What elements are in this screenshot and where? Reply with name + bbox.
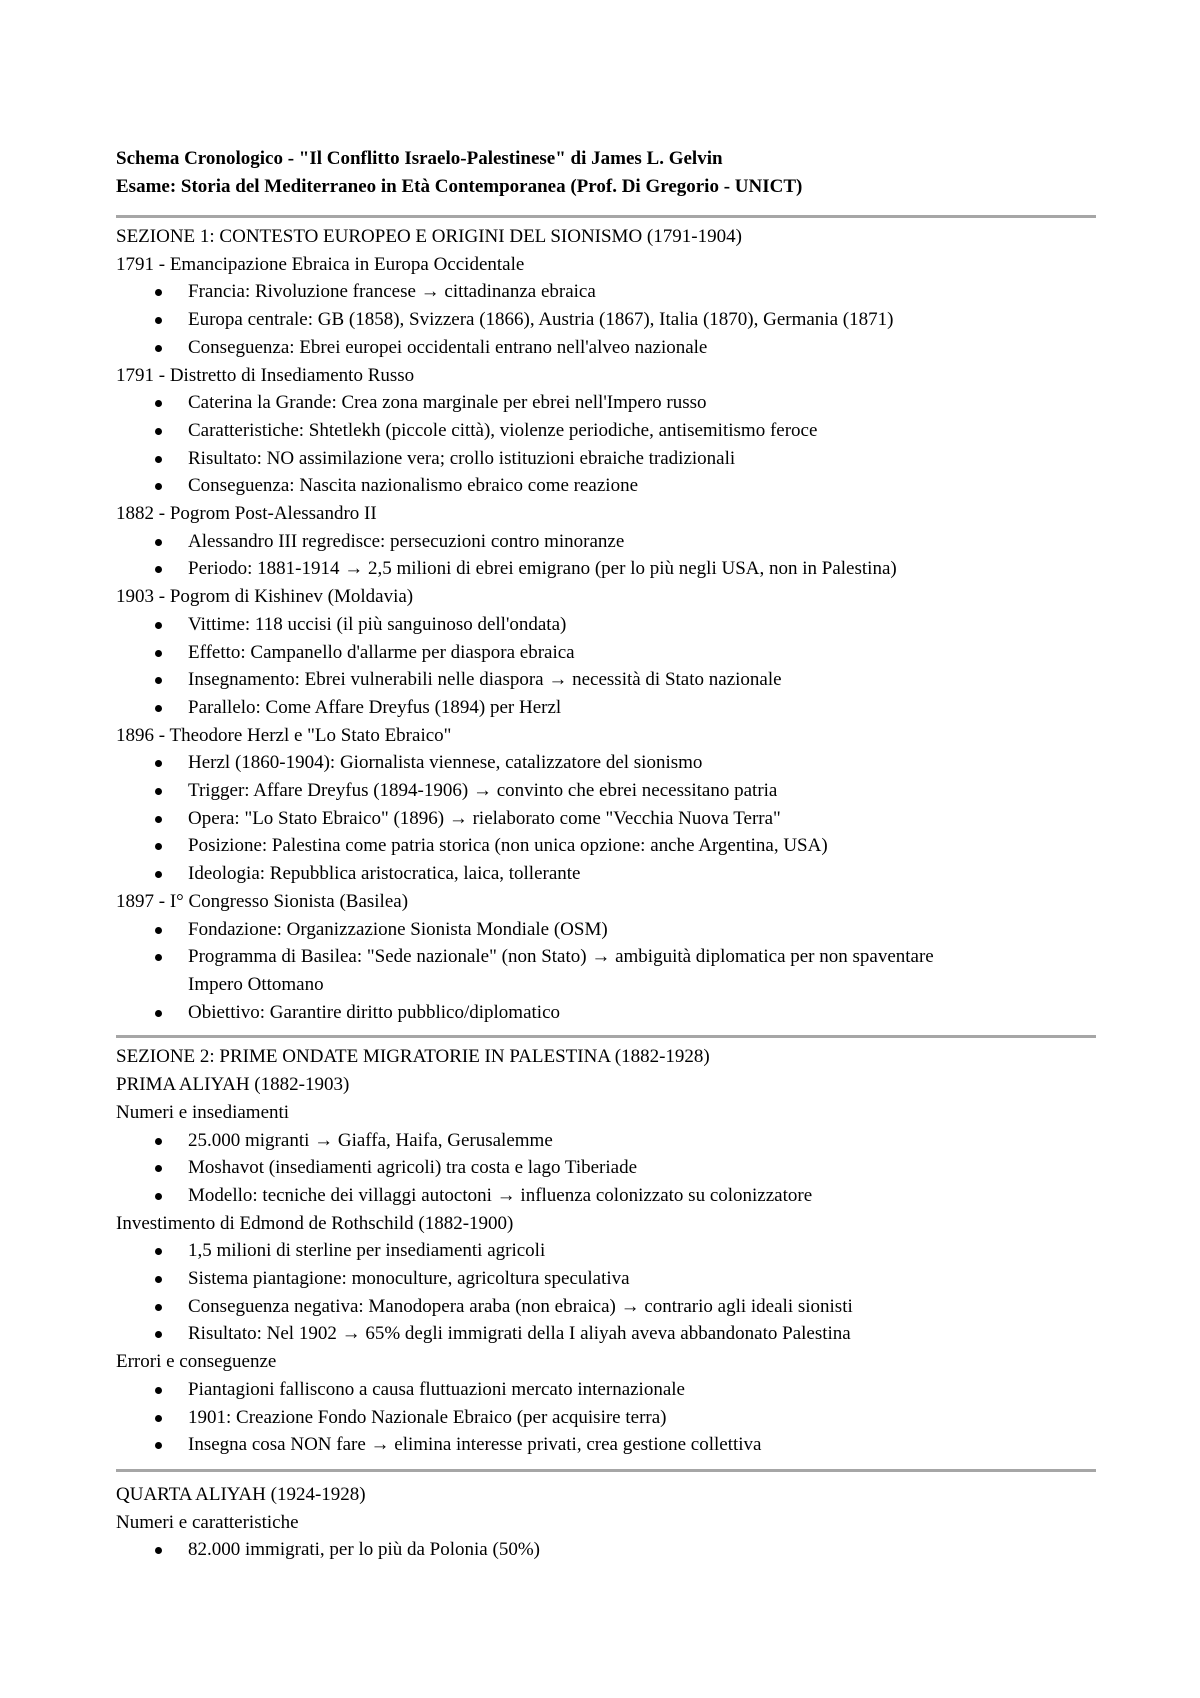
bullet-icon: [155, 816, 162, 823]
bullet-item: Obiettivo: Garantire diritto pubblico/diplomatico: [116, 999, 1096, 1027]
entry-heading: Errori e conseguenze: [116, 1351, 277, 1373]
entry-heading: Numeri e insediamenti: [116, 1101, 290, 1123]
bullet-icon: [155, 317, 162, 324]
bullet-icon: [155, 1165, 162, 1172]
bullet-item: 1901: Creazione Fondo Nazionale Ebraico (per acquisire terra): [116, 1404, 1096, 1432]
bullet-item: Programma di Basilea: "Sede nazionale" (non Stato) → ambiguità diplomatica per non spaventare: [116, 943, 1096, 971]
bullet-icon: [155, 456, 162, 463]
bullet-item: Francia: Rivoluzione francese → cittadinanza ebraica: [116, 278, 1096, 306]
entry-heading: 1896 - Theodore Herzl e "Lo Stato Ebraico": [116, 724, 452, 746]
bullet-icon: [155, 622, 162, 629]
bullet-item: Parallelo: Come Affare Dreyfus (1894) per Herzl: [116, 694, 1096, 722]
bullet-icon: [155, 760, 162, 767]
bullet-list: [116, 611, 1096, 722]
bullet-icon: [155, 1387, 162, 1394]
bullet-item: Conseguenza: Nascita nazionalismo ebraico come reazione: [116, 472, 1096, 500]
section-2-title: SEZIONE 2: PRIME ONDATE MIGRATORIE IN PALESTINA (1882-1928): [116, 1046, 710, 1068]
entry-heading: 1903 - Pogrom di Kishinev (Moldavia): [116, 586, 414, 608]
bullet-icon: [155, 1304, 162, 1311]
section-divider: [116, 1035, 1096, 1038]
bullet-icon: [155, 539, 162, 546]
bullet-item: Insegnamento: Ebrei vulnerabili nelle diaspora → necessità di Stato nazionale: [116, 666, 1096, 694]
bullet-continuation: Impero Ottomano: [188, 973, 324, 995]
bullet-item: Trigger: Affare Dreyfus (1894-1906) → convinto che ebrei necessitano patria: [116, 777, 1096, 805]
bullet-icon: [155, 1547, 162, 1554]
bullet-item: Insegna cosa NON fare → elimina interesse privati, crea gestione collettiva: [116, 1431, 1096, 1459]
bullet-icon: [155, 705, 162, 712]
bullet-icon: [155, 1193, 162, 1200]
exam-subtitle: Esame: Storia del Mediterraneo in Età Contemporanea (Prof. Di Gregorio - UNICT): [116, 176, 803, 197]
quarta-aliyah-title: QUARTA ALIYAH (1924-1928): [116, 1483, 366, 1505]
bullet-item: Conseguenza: Ebrei europei occidentali entrano nell'alveo nazionale: [116, 334, 1096, 362]
bullet-icon: [155, 483, 162, 490]
bullet-icon: [155, 1331, 162, 1338]
bullet-list: [116, 1237, 1096, 1348]
bullet-item: Sistema piantagione: monoculture, agricoltura speculativa: [116, 1265, 1096, 1293]
bullet-item: Caratteristiche: Shtetlekh (piccole città), violenze periodiche, antisemitismo feroce: [116, 417, 1096, 445]
bullet-item: Posizione: Palestina come patria storica (non unica opzione: anche Argentina, USA): [116, 832, 1096, 860]
bullet-item: Herzl (1860-1904): Giornalista viennese, catalizzatore del sionismo: [116, 749, 1096, 777]
bullet-icon: [155, 1138, 162, 1145]
entry-heading: Investimento di Edmond de Rothschild (1882-1900): [116, 1212, 514, 1234]
bullet-item: Opera: "Lo Stato Ebraico" (1896) → rielaborato come "Vecchia Nuova Terra": [116, 805, 1096, 833]
document-page: [116, 145, 1096, 1564]
bullet-item: Moshavot (insediamenti agricoli) tra costa e lago Tiberiade: [116, 1154, 1096, 1182]
bullet-item: Risultato: NO assimilazione vera; crollo istituzioni ebraiche tradizionali: [116, 445, 1096, 473]
bullet-icon: [155, 428, 162, 435]
bullet-item: Conseguenza negativa: Manodopera araba (non ebraica) → contrario agli ideali sionisti: [116, 1293, 1096, 1321]
bullet-item: Caterina la Grande: Crea zona marginale per ebrei nell'Impero russo: [116, 389, 1096, 417]
bullet-item: 25.000 migranti → Giaffa, Haifa, Gerusalemme: [116, 1127, 1096, 1155]
bullet-list: [116, 528, 1096, 583]
bullet-icon: [155, 1276, 162, 1283]
bullet-icon: [155, 927, 162, 934]
bullet-item: Fondazione: Organizzazione Sionista Mondiale (OSM): [116, 916, 1096, 944]
bullet-icon: [155, 1442, 162, 1449]
bullet-list: [116, 749, 1096, 888]
bullet-icon: [155, 843, 162, 850]
bullet-item: Piantagioni falliscono a causa fluttuazioni mercato internazionale: [116, 1376, 1096, 1404]
bullet-icon: [155, 566, 162, 573]
bullet-item: Europa centrale: GB (1858), Svizzera (1866), Austria (1867), Italia (1870), Germania (1871): [116, 306, 1096, 334]
bullet-icon: [155, 1010, 162, 1017]
bullet-icon: [155, 1248, 162, 1255]
bullet-list: [116, 389, 1096, 500]
bullet-icon: [155, 954, 162, 961]
bullet-item: 1,5 milioni di sterline per insediamenti agricoli: [116, 1237, 1096, 1265]
bullet-list: [116, 1536, 1096, 1564]
bullet-icon: [155, 1415, 162, 1422]
bullet-item: Periodo: 1881-1914 → 2,5 milioni di ebrei emigrano (per lo più negli USA, non in Palestina): [116, 555, 1096, 583]
section-divider: [116, 215, 1096, 218]
bullet-item: Alessandro III regredisce: persecuzioni contro minoranze: [116, 528, 1096, 556]
bullet-icon: [155, 871, 162, 878]
bullet-item: Effetto: Campanello d'allarme per diaspora ebraica: [116, 639, 1096, 667]
bullet-list: [116, 278, 1096, 361]
section-2-subtitle: PRIMA ALIYAH (1882-1903): [116, 1074, 350, 1096]
bullet-icon: [155, 677, 162, 684]
section-divider: [116, 1469, 1096, 1472]
bullet-icon: [155, 788, 162, 795]
bullet-icon: [155, 289, 162, 296]
bullet-item: Risultato: Nel 1902 → 65% degli immigrati della I aliyah aveva abbandonato Palestina: [116, 1320, 1096, 1348]
entry-heading: Numeri e caratteristiche: [116, 1511, 299, 1533]
bullet-item: Vittime: 118 uccisi (il più sanguinoso dell'ondata): [116, 611, 1096, 639]
entry-heading: 1882 - Pogrom Post-Alessandro II: [116, 503, 377, 525]
entry-heading: 1897 - I° Congresso Sionista (Basilea): [116, 890, 409, 912]
bullet-item: 82.000 immigrati, per lo più da Polonia (50%): [116, 1536, 1096, 1564]
bullet-list: [116, 1127, 1096, 1210]
bullet-icon: [155, 650, 162, 657]
entry-heading: 1791 - Emancipazione Ebraica in Europa Occidentale: [116, 253, 525, 275]
bullet-list: [116, 916, 1096, 1027]
bullet-item: Modello: tecniche dei villaggi autoctoni → influenza colonizzato su colonizzatore: [116, 1182, 1096, 1210]
bullet-item: Ideologia: Repubblica aristocratica, laica, tollerante: [116, 860, 1096, 888]
bullet-icon: [155, 400, 162, 407]
bullet-icon: [155, 345, 162, 352]
document-title: Schema Cronologico - "Il Conflitto Israelo-Palestinese" di James L. Gelvin: [116, 148, 723, 169]
entry-heading: 1791 - Distretto di Insediamento Russo: [116, 364, 415, 386]
bullet-list: [116, 1376, 1096, 1459]
section-1-title: SEZIONE 1: CONTESTO EUROPEO E ORIGINI DEL SIONISMO (1791-1904): [116, 226, 742, 247]
